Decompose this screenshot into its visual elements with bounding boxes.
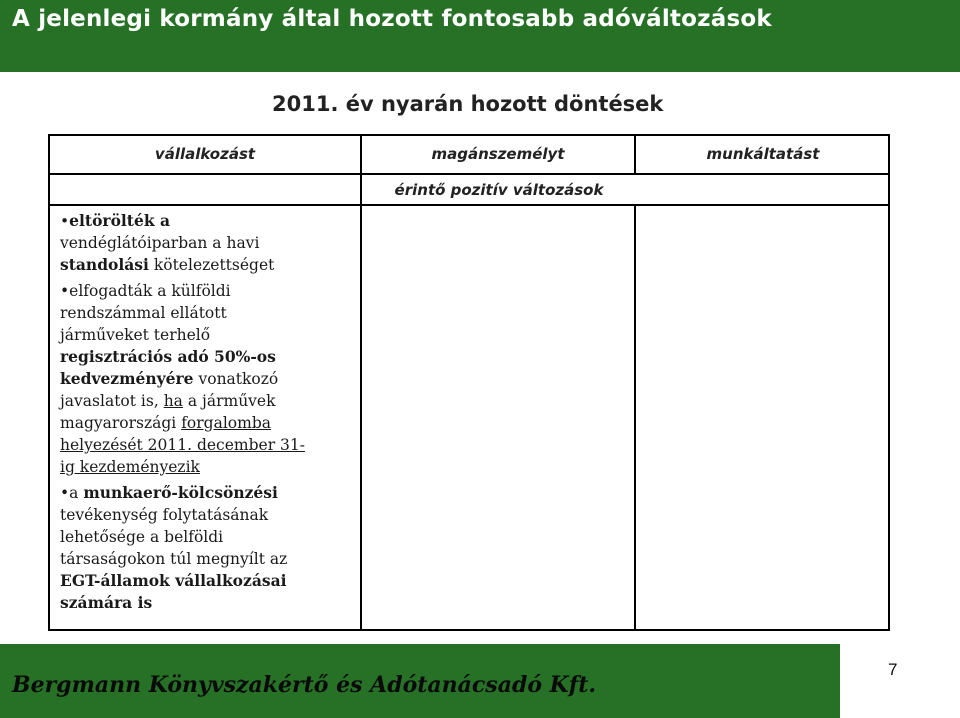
bullet-icon: • xyxy=(60,212,70,230)
subheader-label: érintő pozitív változások xyxy=(394,181,604,199)
changes-table xyxy=(48,134,890,631)
individuals-cell xyxy=(362,206,636,629)
column-header-employment: munkáltatást xyxy=(706,145,820,163)
list-item: •eltörölték a vendéglátóiparban a havi standolási kötelezettséget xyxy=(60,211,275,274)
table-subheader-row xyxy=(50,173,888,206)
column-header-individuals: magánszemélyt xyxy=(362,136,636,173)
title-bar xyxy=(0,0,960,72)
list-item: •elfogadták a külföldi rendszámmal ellátott járműveket terhelő regisztrációs adó 50%-os kedvezményére vonatkozó javaslatot is, ha a járművek magyarországi forgalomba helyezését 2011. december 31- ig kezdeményezik xyxy=(60,282,306,476)
column-header-businesses: vállalkozást xyxy=(50,136,362,173)
page-title: A jelenlegi kormány által hozott fontosabb adóváltozások xyxy=(12,6,772,32)
company-name: Bergmann Könyvszakértő és Adótanácsadó Kft. xyxy=(12,672,597,698)
slide-subtitle: 2011. év nyarán hozott döntések xyxy=(272,92,664,116)
subheader-empty-cell xyxy=(50,175,362,206)
footer-bar xyxy=(0,644,840,718)
page-number: 7 xyxy=(888,660,898,679)
list-item: •a munkaerő-kölcsönzési tevékenység folytatásának lehetősége a belföldi társaságokon túl megnyílt az EGT-államok vállalkozásai számára is xyxy=(60,483,288,612)
businesses-cell xyxy=(50,206,362,629)
